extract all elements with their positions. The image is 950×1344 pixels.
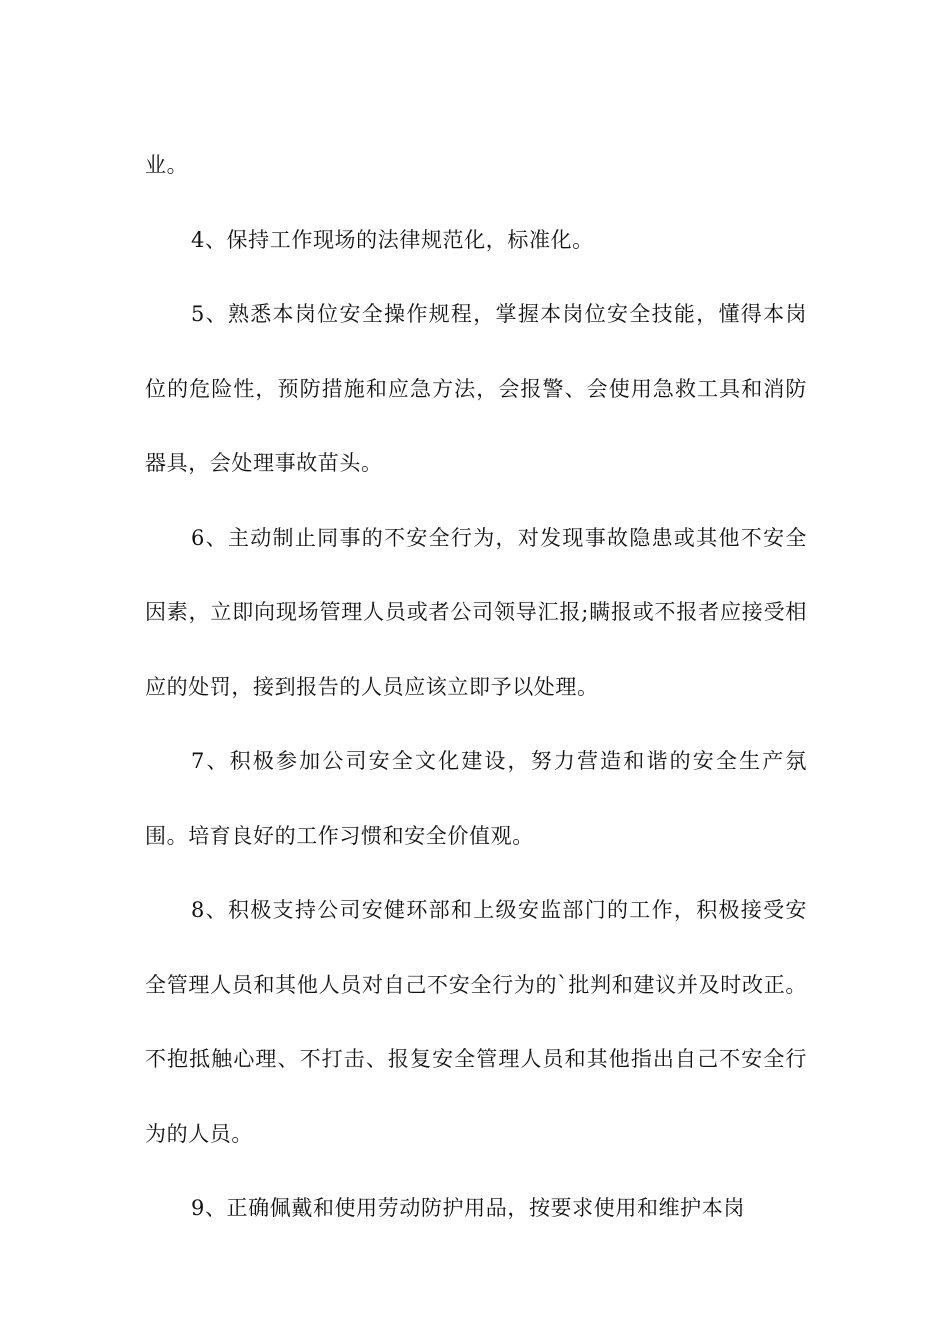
paragraph-item-6: 6、主动制止同事的不安全行为，对发现事故隐患或其他不安全因素，立即向现场管理人员或者公司领导汇报;瞒报或不报者应接受相应的处罚，接到报告的人员应该立即予以处理。: [145, 525, 807, 699]
paragraph-item-5: 5、熟悉本岗位安全操作规程，掌握本岗位安全技能，懂得本岗位的危险性，预防措施和应急方法，会报警、会使用急救工具和消防器具，会处理事故苗头。: [145, 302, 807, 475]
paragraph-item-9: 9、正确佩戴和使用劳动防护用品，按要求使用和维护本岗: [191, 1196, 745, 1220]
paragraph-item-7: 7、积极参加公司安全文化建设，努力营造和谐的安全生产氛围。培育良好的工作习惯和安全价值观。: [145, 749, 807, 848]
paragraph-item-8: 8、积极支持公司安健环部和上级安监部门的工作，积极接受安全管理人员和其他人员对自己不安全行为的`批判和建议并及时改正。不抱抵触心理、不打击、报复安全管理人员和其他指出自己不安全行为的人员。: [145, 898, 807, 1146]
paragraph-item-4: 4、保持工作现场的法律规范化，标准化。: [191, 227, 594, 252]
paragraph-continuation: 业。: [145, 153, 189, 177]
document-body: [145, 128, 807, 1246]
